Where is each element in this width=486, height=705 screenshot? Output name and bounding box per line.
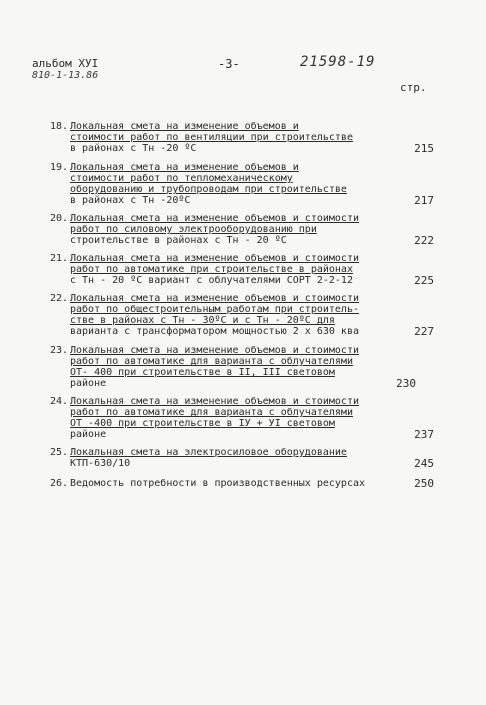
entry-title-line: работ по силовому электрооборудованию при [70, 224, 317, 235]
entry-number: 25. [49, 447, 68, 458]
entry-number: 22. [49, 293, 68, 304]
entry-page-number: 230 [396, 377, 416, 390]
entry-page-number: 225 [414, 274, 434, 287]
entry-title-line: работ по автоматике при строительстве в районах [70, 264, 353, 275]
entry-title-line: Локальная смета на изменение объемов и стоимости [70, 345, 359, 356]
entry-title [70, 396, 410, 440]
page-column-label: стр. [400, 81, 427, 94]
entry-title [70, 253, 410, 286]
entry-title-line: варианта с трансформатором мощностью 2 х 630 ква [70, 326, 359, 337]
entry-page-number: 215 [414, 142, 434, 155]
page-number: -3- [218, 57, 240, 71]
entry-title-line: в районах с Тн -20ºС [70, 195, 191, 206]
entry-number: 19. [49, 162, 68, 173]
entry-title-line: строительстве в районах с Тн - 20 ºС [70, 235, 287, 246]
entry-title-line: Локальная смета на изменение объемов и стоимости [70, 253, 359, 264]
entry-title-line: Локальная смета на изменение объемов и стоимости [70, 396, 359, 407]
entry-title [70, 213, 410, 246]
entry-title [70, 478, 410, 489]
entry-title-line: Локальная смета на изменение объемов и стоимости [70, 213, 359, 224]
entry-title-line: стве в районах с Тн - 30ºС и с Тн - 20ºС для [70, 315, 335, 326]
entry-title-line: работ по общестроительным работам при строитель- [70, 304, 359, 315]
entry-title-line: Локальная смета на изменение объемов и [70, 162, 299, 173]
entry-title [70, 447, 410, 469]
entry-number: 23. [49, 345, 68, 356]
document-number: 21598-19 [300, 54, 376, 70]
entry-title-line: районе [70, 378, 107, 389]
entry-title-line: стоимости работ по вентиляции при строительстве [70, 132, 353, 143]
entry-title-line: Локальная смета на электросиловое оборудование [70, 447, 347, 458]
entry-number: 24. [49, 396, 68, 407]
entry-page-number: 237 [414, 428, 434, 441]
entry-title-line: районе [70, 429, 107, 440]
entry-title-line: ОТ- 400 при строительстве в II, III световом [70, 367, 335, 378]
entry-title-line: оборудованию и трубопроводам при строительстве [70, 184, 347, 195]
entry-page-number: 217 [414, 194, 434, 207]
entry-title-line: КТП-630/10 [70, 458, 131, 469]
entry-title-line: в районах с Тн -20 ºС [70, 143, 197, 154]
handwritten-code: 810-1-13.86 [32, 70, 99, 81]
entry-title [70, 162, 410, 206]
entry-number: 21. [49, 253, 68, 264]
entry-number: 26. [49, 478, 68, 489]
entry-page-number: 245 [414, 457, 434, 470]
entry-title-line: работ по автоматике для варианта с облучателями [70, 407, 353, 418]
entry-number: 18. [49, 121, 68, 132]
entry-title-line: с Тн - 20 ºС вариант с облучателями СОРТ 2-2-12 [70, 275, 353, 286]
entry-page-number: 227 [414, 325, 434, 338]
entry-title-line: Локальная смета на изменение объемов и [70, 121, 299, 132]
entry-title-line: работ по автоматике для варианта с облучателями [70, 356, 353, 367]
entry-page-number: 250 [414, 477, 434, 490]
entry-title-line: ОТ -400 при строительстве в IУ + УI световом [70, 418, 335, 429]
album-label: альбом ХУІ [32, 57, 99, 70]
entry-title-line: Локальная смета на изменение объемов и стоимости [70, 293, 359, 304]
entry-title [70, 121, 410, 154]
entry-number: 20. [49, 213, 68, 224]
entry-page-number: 222 [414, 234, 434, 247]
entry-title [70, 293, 410, 337]
entry-title [70, 345, 410, 389]
entry-title-line: Ведомость потребности в производственных ресурсах [70, 478, 366, 489]
entry-title-line: стоимости работ по тепломеханическому [70, 173, 293, 184]
